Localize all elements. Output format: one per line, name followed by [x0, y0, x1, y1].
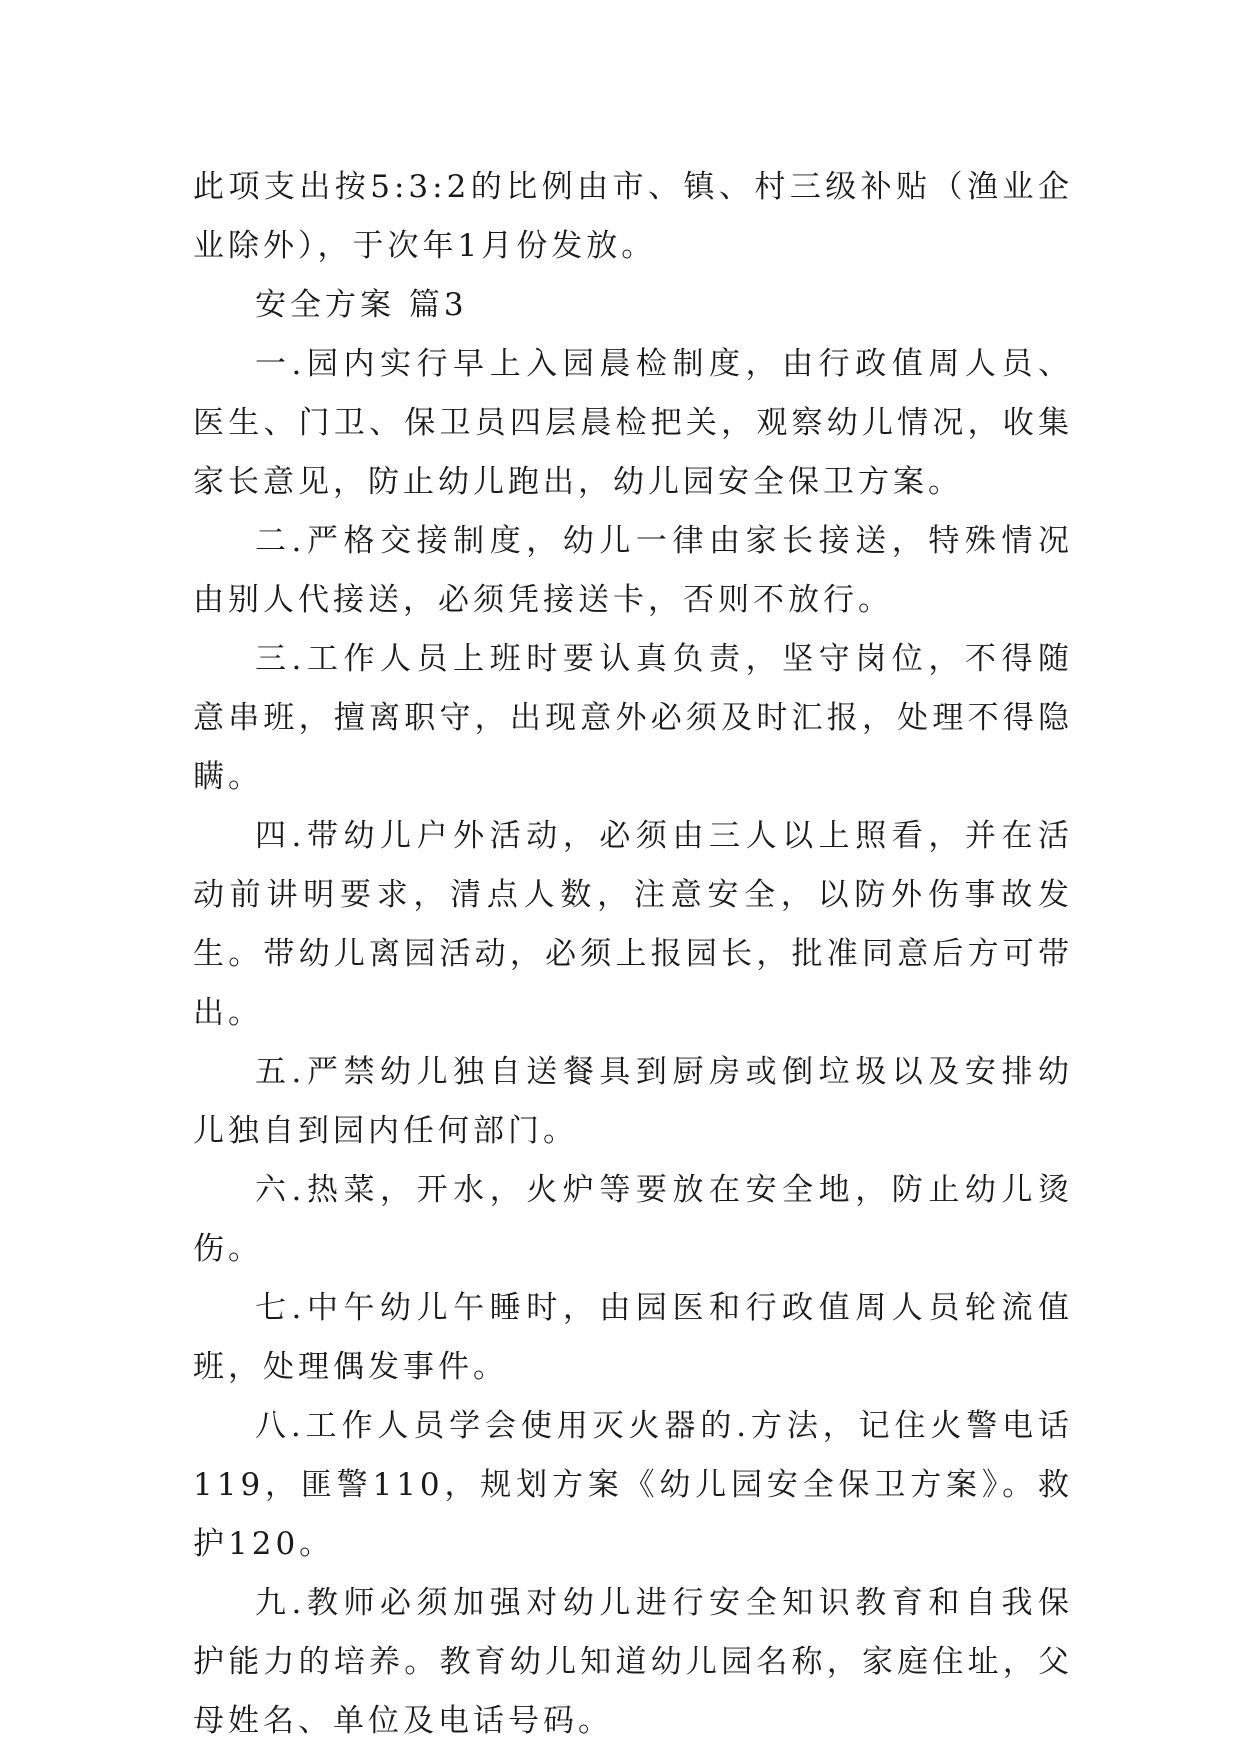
paragraph-item-5: 五.严禁幼儿独自送餐具到厨房或倒垃圾以及安排幼儿独自到园内任何部门。 [193, 1054, 1073, 1149]
section-heading: 安全方案 篇3 [255, 287, 468, 323]
paragraph-item-3: 三.工作人员上班时要认真负责，坚守岗位，不得随意串班，擅离职守，出现意外必须及时汇报，处理不得隐瞒。 [193, 641, 1073, 795]
paragraph-item-9: 九.教师必须加强对幼儿进行安全知识教育和自我保护能力的培养。教育幼儿知道幼儿园名称，家庭住址，父母姓名、单位及电话号码。 [193, 1585, 1073, 1739]
paragraph-subsidy: 此项支出按5:3:2的比例由市、镇、村三级补贴（渔业企业除外），于次年1月份发放。 [193, 169, 1073, 264]
paragraph-item-2: 二.严格交接制度，幼儿一律由家长接送，特殊情况由别人代接送，必须凭接送卡，否则不放行。 [193, 523, 1073, 618]
paragraph-item-4: 四.带幼儿户外活动，必须由三人以上照看，并在活动前讲明要求，清点人数，注意安全，以防外伤事故发生。带幼儿离园活动，必须上报园长，批准同意后方可带出。 [193, 818, 1073, 1031]
document-body [193, 158, 1073, 1751]
paragraph-item-6: 六.热菜，开水，火炉等要放在安全地，防止幼儿烫伤。 [193, 1172, 1073, 1267]
paragraph-item-8: 八.工作人员学会使用灭火器的.方法，记住火警电话119，匪警110，规划方案《幼儿园安全保卫方案》。救护120。 [193, 1408, 1073, 1562]
paragraph-item-7: 七.中午幼儿午睡时，由园医和行政值周人员轮流值班，处理偶发事件。 [193, 1290, 1073, 1385]
paragraph-item-1: 一.园内实行早上入园晨检制度，由行政值周人员、医生、门卫、保卫员四层晨检把关，观察幼儿情况，收集家长意见，防止幼儿跑出，幼儿园安全保卫方案。 [193, 346, 1073, 500]
